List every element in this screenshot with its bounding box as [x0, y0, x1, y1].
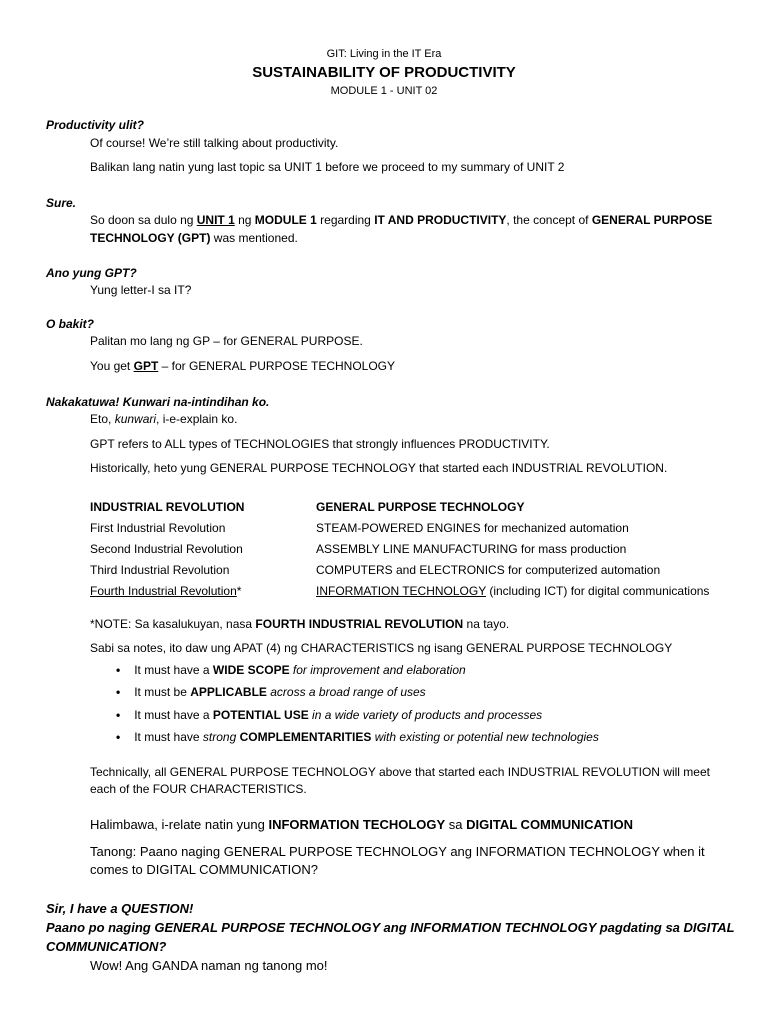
list-item: • It must have a POTENTIAL USE in a wide variety of products and processes — [116, 708, 543, 722]
answer-line: Of course! We’re still talking about productivity. — [90, 136, 339, 150]
table-row — [90, 580, 709, 601]
table-row — [90, 517, 709, 538]
answer-line: Yung letter-I sa IT? — [90, 283, 192, 297]
bullet-icon: • — [116, 730, 121, 744]
module-label: MODULE 1 - UNIT 02 — [330, 85, 438, 97]
industrial-revolution-table — [90, 496, 709, 601]
question-productivity: Productivity ulit? — [46, 118, 145, 132]
table-cell: ASSEMBLY LINE MANUFACTURING for mass production — [316, 541, 627, 556]
question-gpt: Ano yung GPT? — [46, 266, 137, 280]
answer-line: Eto, kunwari, i-e-explain ko. — [90, 412, 238, 426]
table-header: GENERAL PURPOSE TECHNOLOGY — [316, 499, 525, 514]
question-line: COMMUNICATION? — [46, 939, 167, 954]
bullet-icon: • — [116, 663, 121, 677]
question-nakakatuwa: Nakakatuwa! Kunwari na-intindihan ko. — [46, 395, 270, 409]
table-cell: INFORMATION TECHNOLOGY (including ICT) for digital communications — [316, 583, 710, 598]
table-cell: COMPUTERS and ELECTRONICS for computerized automation — [316, 562, 661, 577]
paragraph-line: Technically, all GENERAL PURPOSE TECHNOLOGY above that started each INDUSTRIAL REVOLUTION will meet — [90, 765, 710, 779]
note-line: *NOTE: Sa kasalukuyan, nasa FOURTH INDUSTRIAL REVOLUTION na tayo. — [90, 617, 510, 631]
table-cell: Fourth Industrial Revolution* — [90, 583, 242, 598]
table-row — [90, 559, 709, 580]
paragraph-line: comes to DIGITAL COMMUNICATION? — [90, 862, 319, 877]
table-cell: Second Industrial Revolution — [90, 541, 243, 556]
table-cell: First Industrial Revolution — [90, 520, 226, 535]
bullet-icon: • — [116, 685, 121, 699]
characteristics-intro: Sabi sa notes, ito daw ung APAT (4) ng CHARACTERISTICS ng isang GENERAL PURPOSE TECHNOLOGY — [90, 641, 673, 655]
answer-line: TECHNOLOGY (GPT) was mentioned. — [90, 231, 298, 245]
table-row — [90, 538, 709, 559]
question-bakit: O bakit? — [46, 317, 95, 331]
course-title: GIT: Living in the IT Era — [326, 48, 442, 60]
bullet-icon: • — [116, 708, 121, 722]
paragraph-line: Tanong: Paano naging GENERAL PURPOSE TECHNOLOGY ang INFORMATION TECHNOLOGY when it — [90, 844, 705, 859]
answer-line: Balikan lang natin yung last topic sa UNIT 1 before we proceed to my summary of UNIT 2 — [90, 160, 565, 174]
answer-line: Historically, heto yung GENERAL PURPOSE TECHNOLOGY that started each INDUSTRIAL REVOLUTION. — [90, 461, 668, 475]
page-title: SUSTAINABILITY OF PRODUCTIVITY — [252, 64, 516, 81]
table-header-row — [90, 496, 709, 517]
table-cell: STEAM-POWERED ENGINES for mechanized automation — [316, 520, 629, 535]
table-cell: Third Industrial Revolution — [90, 562, 230, 577]
question-line: Paano po naging GENERAL PURPOSE TECHNOLOGY ang INFORMATION TECHNOLOGY pagdating sa DIGITAL — [46, 920, 735, 935]
answer-line: Wow! Ang GANDA naman ng tanong mo! — [90, 958, 328, 973]
list-item: • It must have a WIDE SCOPE for improvement and elaboration — [116, 663, 466, 677]
answer-line: GPT refers to ALL types of TECHNOLOGIES that strongly influences PRODUCTIVITY. — [90, 437, 550, 451]
question-sure: Sure. — [46, 196, 77, 210]
paragraph-line: Halimbawa, i-relate natin yung INFORMATION TECHOLOGY sa DIGITAL COMMUNICATION — [90, 817, 633, 832]
list-item: • It must be APPLICABLE across a broad range of uses — [116, 685, 426, 699]
answer-line: Palitan mo lang ng GP – for GENERAL PURPOSE. — [90, 334, 363, 348]
paragraph-line: each of the FOUR CHARACTERISTICS. — [90, 782, 307, 796]
table-header: INDUSTRIAL REVOLUTION — [90, 499, 245, 514]
question-sir: Sir, I have a QUESTION! — [46, 901, 194, 916]
list-item: • It must have strong COMPLEMENTARITIES with existing or potential new technologies — [116, 730, 599, 744]
answer-line: So doon sa dulo ng UNIT 1 ng MODULE 1 regarding IT AND PRODUCTIVITY, the concept of GENERAL PURPOSE — [90, 213, 713, 227]
answer-line: You get GPT – for GENERAL PURPOSE TECHNOLOGY — [90, 359, 396, 373]
